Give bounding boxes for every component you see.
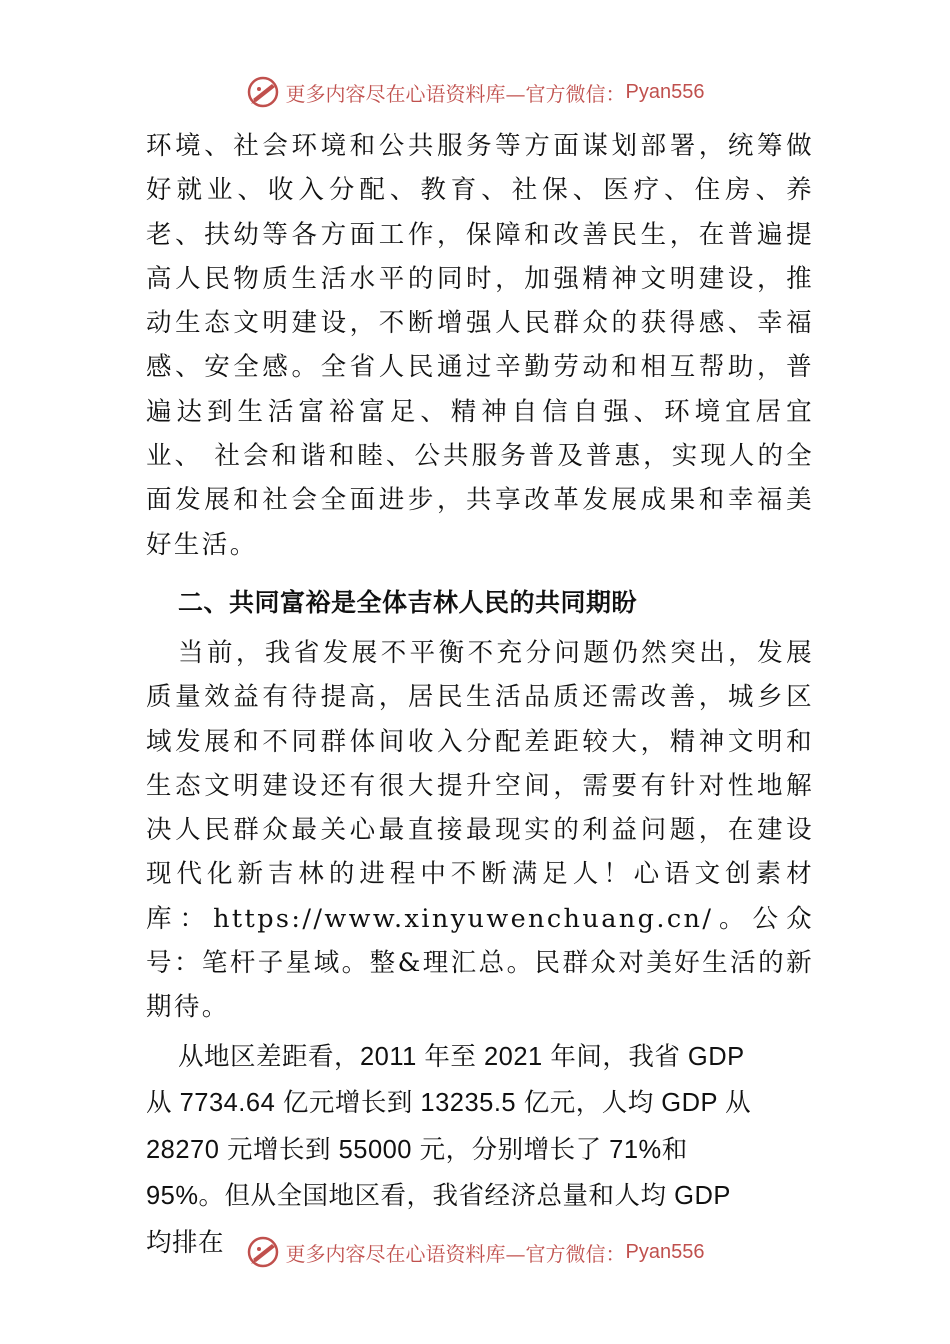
- paragraph-3-line: 28270 元增长到 55000 元，分别增长了 71%和: [146, 1135, 688, 1164]
- paragraph-3-line: 95%。但从全国地区看，我省经济总量和人均 GDP: [146, 1182, 731, 1211]
- header-banner-wechat-id: Pyan556: [625, 80, 705, 103]
- footer-banner-text: 更多内容尽在心语资料库—官方微信：: [285, 1241, 626, 1266]
- paragraph-1: 环境、社会环境和公共服务等方面谋划部署，统筹做好就业、收入分配、教育、社保、医疗、住房、养老、扶幼等各方面工作，保障和改善民生，在普遍提高人民物质生活水平的同时，加强精神文明建设，推动生态文明建设，不断增强人民群众的获得感、幸福感、安全感。全省人民通过辛勤劳动和相互帮助，普遍达到生活富裕富足、精神自信自强、环境宜居宜业、 社会和谐和睦、公共服务普及普惠，实现人的全面发展和社会全面进步，共享改革发展成果和幸福美好生活。: [146, 131, 814, 560]
- section-heading-2: 二、共同富裕是全体吉林人民的共同期盼: [178, 587, 638, 617]
- pen-seal-logo-icon: [246, 75, 280, 109]
- pen-seal-logo-icon: [246, 1235, 280, 1269]
- header-banner-text: 更多内容尽在心语资料库—官方微信：: [285, 81, 626, 106]
- footer-banner: [0, 1232, 950, 1272]
- paragraph-3-line: 均排在: [146, 1228, 225, 1257]
- paragraph-2: 当前，我省发展不平衡不充分问题仍然突出，发展质量效益有待提高，居民生活品质还需改善，城乡区域发展和不同群体间收入分配差距较大，精神文明和生态文明建设还有很大提升空间，需要有针对性地解决人民群众最关心最直接最现实的利益问题，在建设现代化新吉林的进程中不断满足人！心语文创素材库：https://www.xinyuwenchuang.cn/。公众号：笔杆子星域。整&理汇总。民群众对美好生活的新期待。: [146, 637, 814, 1023]
- header-banner: [0, 72, 950, 112]
- footer-banner-wechat-id: Pyan556: [625, 1240, 705, 1263]
- paragraph-3-line: 从 7734.64 亿元增长到 13235.5 亿元，人均 GDP 从: [146, 1089, 752, 1118]
- document-body: [146, 124, 814, 1266]
- paragraph-3-line: 从地区差距看，2011 年至 2021 年间，我省 GDP: [178, 1042, 745, 1071]
